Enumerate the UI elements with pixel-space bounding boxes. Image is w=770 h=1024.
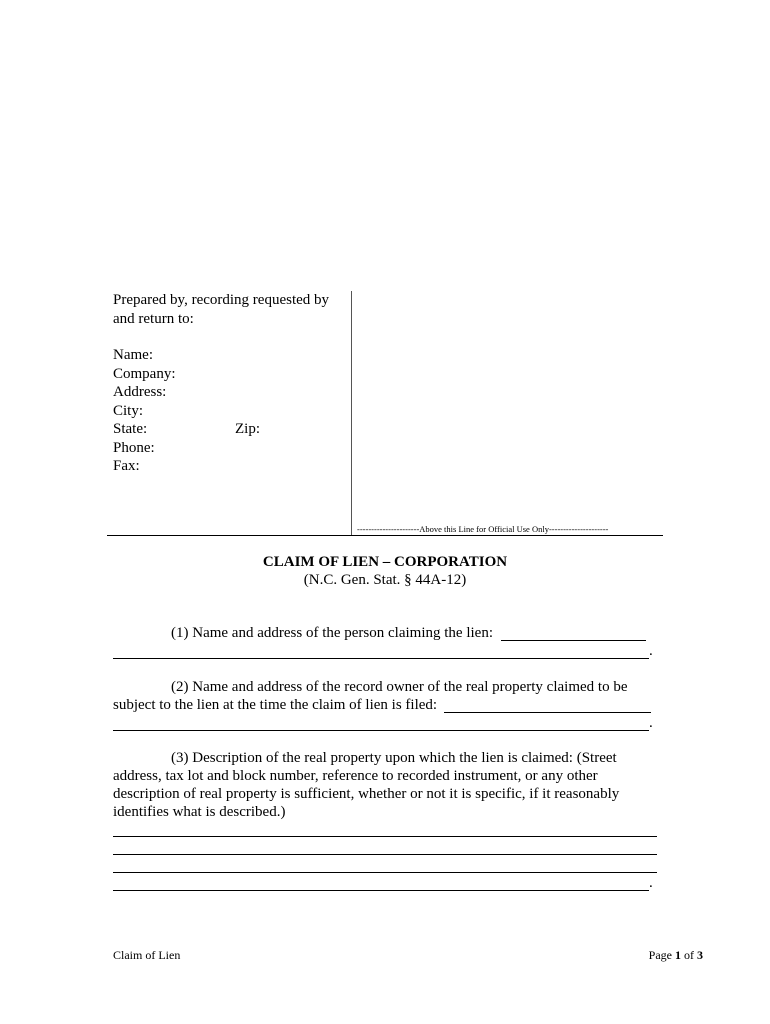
section-3-text-line3: description of real property is sufficient, whether or not it is specific, if it reasonably [113,786,620,802]
fax-label: Fax: [113,458,140,474]
header-bottom-rule [107,535,663,536]
address-label: Address: [113,384,167,400]
footer-title: Claim of Lien [113,948,181,962]
company-label: Company: [113,365,176,382]
prepared-by-line2: and return to: [113,310,194,327]
state-label: State: [113,421,148,437]
zip-label: Zip: [235,421,260,437]
section-3-blank-line-2[interactable] [113,854,657,855]
section-2-text-line2: subject to the lien at the time the claim of lien is filed: [113,697,438,713]
section-3-period: . [649,875,653,891]
document-title: CLAIM OF LIEN – CORPORATION [262,554,508,570]
phone-label: Phone: [113,439,155,456]
name-label: Name: [113,347,153,363]
section-1-text: (1) Name and address of the person claiming the lien: [171,625,493,641]
section-3-blank-line-4[interactable] [113,890,649,891]
header-vertical-divider [351,291,352,535]
section-1-blank-inline[interactable] [501,640,646,641]
footer-of-word: of [684,948,694,962]
section-3-text-line1: (3) Description of the real property upon which the lien is claimed: (Street [171,750,617,766]
section-2-blank-line[interactable] [113,730,649,731]
footer-page-word: Page [648,948,672,962]
prepared-by-line1: Prepared by, recording requested by [113,292,330,308]
official-use-notice: ----------------------Above this Line for Official Use Only--------------------- [357,524,609,534]
city-label: City: [113,402,144,419]
document-subtitle: (N.C. Gen. Stat. § 44A-12) [303,572,467,588]
section-3-blank-line-3[interactable] [113,872,657,873]
section-1-blank-line[interactable] [113,658,649,659]
section-2-blank-inline[interactable] [444,712,651,713]
footer-page-current: 1 [675,948,681,962]
section-3-text-line4: identifies what is described.) [113,804,286,820]
section-1-period: . [649,643,653,659]
section-2-text-line1: (2) Name and address of the record owner of the real property claimed to be [171,679,628,695]
section-2-period: . [649,715,653,731]
footer-page-total: 3 [697,948,703,962]
section-3-text-line2: address, tax lot and block number, reference to recorded instrument, or any other [113,768,598,784]
section-3-blank-line-1[interactable] [113,836,657,837]
footer-page-number [649,948,703,963]
